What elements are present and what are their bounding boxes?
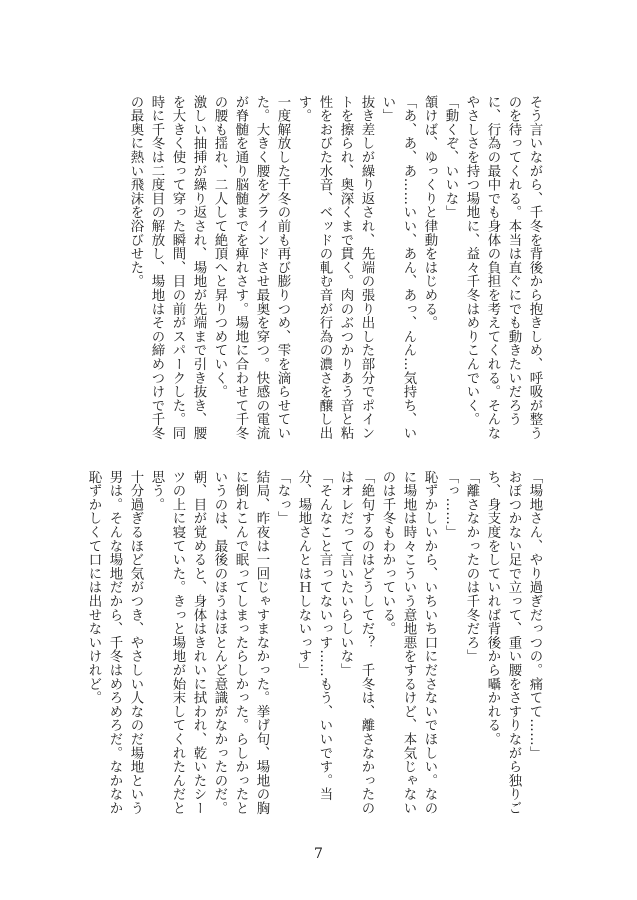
paragraph: 一度解放した千冬の前も再び膨りつめ、雫を滴らせていた。大きく腰をグラインドさせ最奥を穿つ。快感の電流が脊髄を通り脳髄までを痺れさす。場地に合わせて千冬の腰も揺れ、二人して絶頂へと昇りつめていく。 [212,95,290,440]
paragraph: 抜き差しが繰り返され、先端の張り出した部分でポイントを擦られ、奥深くまで貫く。肉のぶつかりあう音と粘性をおびた水音、ベッドの軋む音が行為の濃さを醸し出す。 [296,95,374,440]
dialogue-line: 「あ、あ、あ……いい、あん、あっ、んん…気持ち、いい」 [380,95,416,440]
dialogue-line: 「そんなこと言ってないっす……もう、いいです。当分、場地さんとはＨしないっす」 [296,470,332,802]
lower-text-column [85,470,545,822]
paragraph: 朝、目が覚めると、身体はきれいに拭われ、乾いたシーツの上に寝ていた。きっと場地が始末してくれたんだと思う。 [149,470,206,815]
paragraph: 結局、昨夜は一回じゃすまなかった。挙げ句、場地の胸に倒れこんで眠ってしまったらしかった。らしかったというのは、最後のほうはほとんど意識がなかったのだ。 [212,470,269,815]
dialogue-line: 「っ……」 [443,470,458,539]
dialogue-line: 「なっ」 [275,470,290,526]
paragraph: そう言いながら、千冬を背後から抱きしめ、呼吸が整うのを待ってくれる。本当は直ぐにでも動きたいだろうに、行為の最中でも身体の負担を考えてくれる。そんなやさしさを持つ場地に、益々千冬はめりこんでいく。 [464,95,542,440]
page-number: 7 [314,846,323,862]
dialogue-line: 「動くぞ、いいな」 [443,95,458,220]
upper-text-column [85,95,545,447]
paragraph: 激しい抽挿が繰り返され、場地が先端まで引き抜き、腰を大きく使って穿った瞬間、目の前がスパークした。同時に千冬は二度目の解放し、場地はその締めつけで千冬の最奥に熱い飛沫を浴びせた。 [128,95,206,440]
paragraph: 頷けば、ゆっくりと律動をはじめる。 [422,95,437,330]
dialogue-line: 「場地さん、やり過ぎだっつの。痛てて……」 [527,470,542,760]
paragraph: 十分過ぎるほど気がつき、やさしい人なのだ場地という男は。そんな場地だから、千冬はめろめろだ。なかなか恥ずかしくて口には出せないけれど。 [86,470,143,815]
dialogue-line: 「離さなかったのは千冬だろ」 [464,470,479,664]
paragraph: おぼつかない足で立って、重い腰をさすりながら独りごち、身支度をしていれば背後から囁かれる。 [485,470,521,815]
paragraph: 恥ずかしいから、いちいち口にださないでほしい。なのに場地は時々こういう意地悪をするけど、本気じゃないのは千冬もわかっている。 [380,470,437,815]
dialogue-line: 「絶句するのはどうしてだ？ 千冬は、離さなかったのはオレだって言いたいらしいな」 [338,470,374,815]
